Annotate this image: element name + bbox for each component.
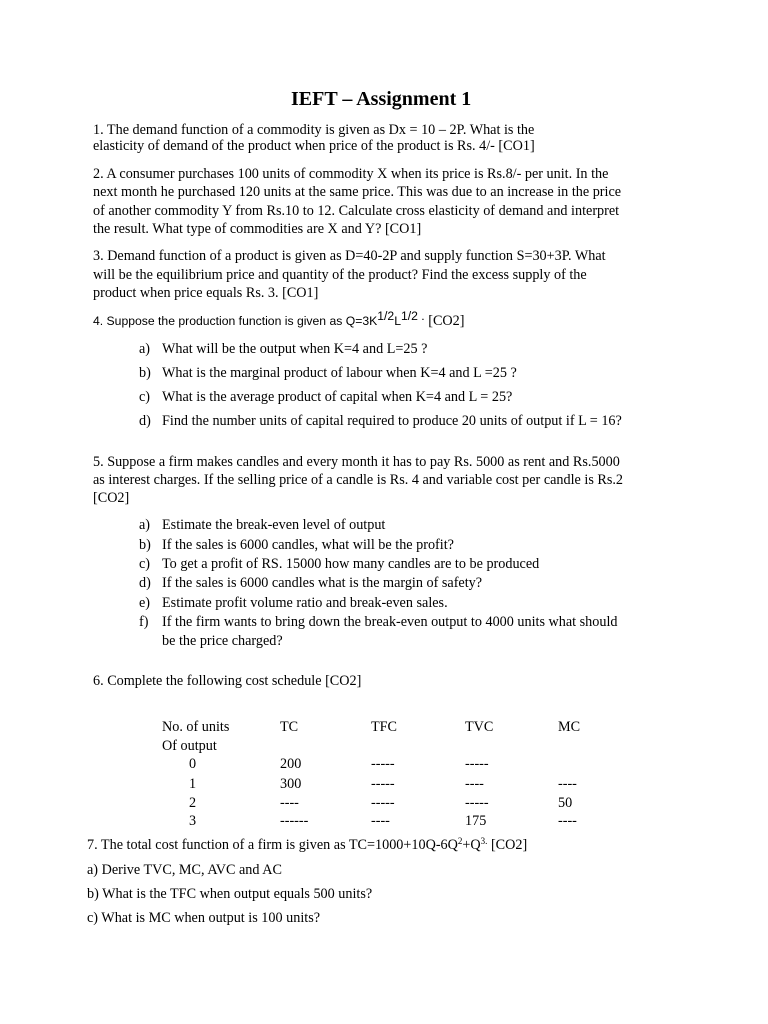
question-4-tag: [CO2]	[424, 313, 465, 329]
question-5-item-text: If the sales is 6000 candles what is the margin of safety?	[162, 575, 483, 591]
table-cell: ----	[558, 776, 577, 792]
table-cell: -----	[371, 776, 395, 792]
question-7-heading	[87, 836, 527, 855]
question-4-mid: L	[394, 314, 401, 328]
question-4-exponent-l: 1/2 .	[400, 309, 425, 323]
question-2-line-2: next month he purchased 120 units at the same price. This was due to an increase in the price	[93, 184, 622, 200]
question-4-item-text: Find the number units of capital required to produce 20 units of output if L = 16?	[162, 413, 622, 429]
question-5-item-label: d)	[139, 575, 151, 591]
table-cell: -----	[465, 756, 489, 772]
question-1-line-1: 1. The demand function of a commodity is given as Dx = 10 – 2P. What is the	[93, 122, 535, 138]
question-7-prefix: 7. The total cost function of a firm is given as TC=1000+10Q-6Q	[87, 837, 458, 853]
table-header-tvc: TVC	[465, 719, 494, 735]
question-3-line-1: 3. Demand function of a product is given as D=40-2P and supply function S=30+3P. What	[93, 248, 606, 264]
question-5-item-text: If the sales is 6000 candles, what will be the profit?	[162, 537, 454, 553]
question-4-item-text: What is the marginal product of labour when K=4 and L =25 ?	[162, 365, 517, 381]
question-4-item-text: What is the average product of capital when K=4 and L = 25?	[162, 389, 513, 405]
question-4-exponent-k: 1/2	[377, 309, 395, 323]
question-4-item-label: c)	[139, 389, 151, 405]
question-4-item-label: a)	[139, 341, 151, 357]
question-5-item-text-continued: be the price charged?	[162, 633, 283, 649]
question-7-tag: [CO2]	[487, 837, 528, 853]
question-2-line-4: the result. What type of commodities are X and Y? [CO1]	[93, 221, 422, 237]
question-5-item-label: f)	[139, 614, 149, 630]
question-5-item-label: a)	[139, 517, 151, 533]
table-header-units-line-2: Of output	[162, 738, 217, 754]
table-header-mc: MC	[558, 719, 581, 735]
question-5-item-text: If the firm wants to bring down the break-even output to 4000 units what should	[162, 614, 618, 630]
table-cell: 0	[189, 756, 197, 772]
table-cell: -----	[465, 795, 489, 811]
question-7-item: a) Derive TVC, MC, AVC and AC	[87, 862, 282, 878]
question-4-item-text: What will be the output when K=4 and L=25 ?	[162, 341, 428, 357]
table-cell: 175	[465, 813, 487, 829]
question-3-line-3: product when price equals Rs. 3. [CO1]	[93, 285, 319, 301]
question-7-item: b) What is the TFC when output equals 500 units?	[87, 886, 373, 902]
table-cell: ----	[465, 776, 484, 792]
table-header-tfc: TFC	[371, 719, 398, 735]
question-5-line-1: 5. Suppose a firm makes candles and every month it has to pay Rs. 5000 as rent and Rs.5000	[93, 454, 620, 470]
table-cell: ----	[558, 813, 577, 829]
table-cell: ----	[280, 795, 299, 811]
question-7-mid: +Q	[462, 837, 481, 853]
question-6-heading: 6. Complete the following cost schedule [CO2]	[93, 673, 362, 689]
question-3-line-2: will be the equilibrium price and quantity of the product? Find the excess supply of the	[93, 267, 587, 283]
question-5-item-text: Estimate the break-even level of output	[162, 517, 386, 533]
question-7-item: c) What is MC when output is 100 units?	[87, 910, 321, 926]
table-cell: 3	[189, 813, 197, 829]
question-5-line-3: [CO2]	[93, 490, 130, 506]
table-cell: ----	[371, 813, 390, 829]
question-5-item-label: b)	[139, 537, 151, 553]
table-cell: -----	[371, 795, 395, 811]
table-cell: 2	[189, 795, 197, 811]
question-5-line-2: as interest charges. If the selling price of a candle is Rs. 4 and variable cost per candle is Rs.2	[93, 472, 624, 488]
table-cell: -----	[371, 756, 395, 772]
table-cell: 1	[189, 776, 197, 792]
question-1-line-2: elasticity of demand of the product when price of the product is Rs. 4/- [CO1]	[93, 138, 535, 154]
table-cell: ------	[280, 813, 309, 829]
question-4-item-label: d)	[139, 413, 151, 429]
question-5-item-label: c)	[139, 556, 151, 572]
table-header-tc: TC	[280, 719, 299, 735]
question-4-item-label: b)	[139, 365, 151, 381]
table-cell: 50	[558, 795, 573, 811]
question-2-line-3: of another commodity Y from Rs.10 to 12. Calculate cross elasticity of demand and interpret	[93, 203, 620, 219]
question-7-exponent-2: 2	[457, 836, 463, 846]
question-7-exponent-3: 3.	[480, 836, 488, 846]
table-header-units: No. of units	[162, 719, 230, 735]
question-2-line-1: 2. A consumer purchases 100 units of commodity X when its price is Rs.8/- per unit. In the	[93, 166, 609, 182]
question-4-heading	[93, 309, 465, 331]
page-title: IEFT – Assignment 1	[291, 88, 472, 110]
question-5-item-label: e)	[139, 595, 151, 611]
table-cell: 200	[280, 756, 302, 772]
question-5-item-text: To get a profit of RS. 15000 how many candles are to be produced	[162, 556, 540, 572]
question-5-item-text: Estimate profit volume ratio and break-even sales.	[162, 595, 448, 611]
table-cell: 300	[280, 776, 302, 792]
question-4-prefix: 4. Suppose the production function is given as Q=3K	[93, 314, 378, 328]
